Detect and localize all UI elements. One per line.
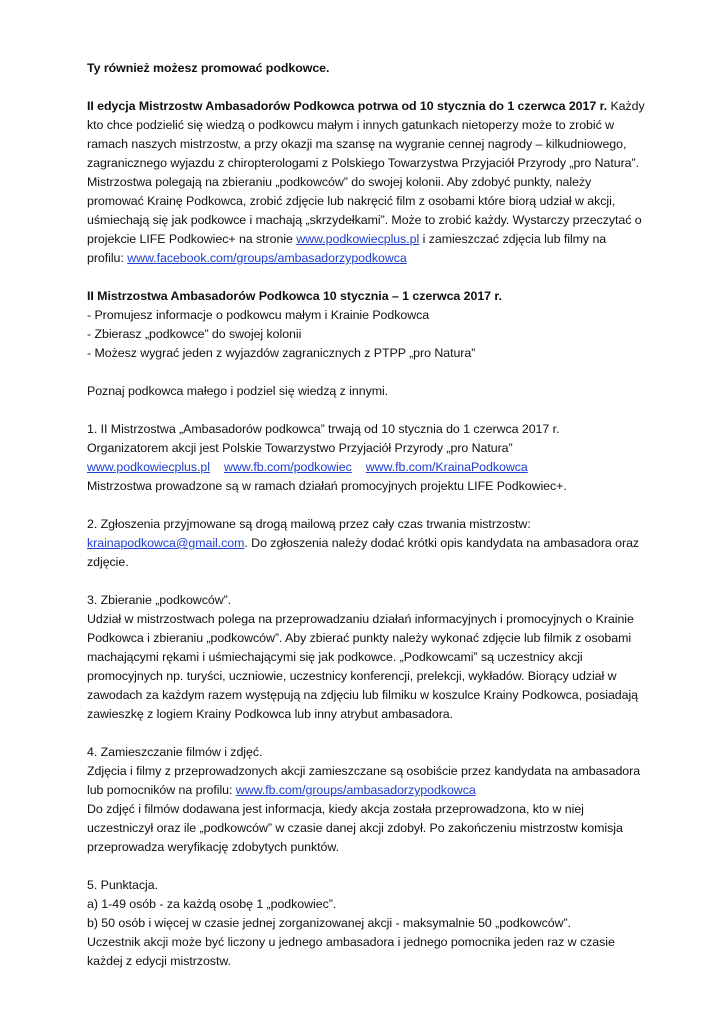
intro-line-9-text: profilu: — [87, 251, 128, 265]
intro-line-4: zagranicznego wyjazdu z chiropterologami z Polskiego Towarzystwa Przyjaciół Przyrody „pro Natura”. — [87, 156, 639, 170]
section-4-line-1: 4. Zamieszczanie filmów i zdjęć. — [87, 745, 263, 759]
intro-line-5: Mistrzostwa polegają na zbieraniu „podkowców” do swojej kolonii. Aby zdobyć punkty, należy — [87, 175, 592, 189]
section-3-line-6: zawodach za każdym razem występują na zdjęciu lub filmiku w koszulce Krainy Podkowca, posiadają — [87, 688, 639, 702]
summary-item: - Możesz wygrać jeden z wyjazdów zagranicznych z PTPP „pro Natura” — [87, 346, 476, 360]
section-1-line-1: 1. II Mistrzostwa „Ambasadorów podkowca” trwają od 10 stycznia do 1 czerwca 2017 r. — [87, 422, 560, 436]
fb-group-link[interactable]: www.fb.com/groups/ambasadorzypodkowca — [235, 783, 476, 797]
section-2-line-3: zdjęcie. — [87, 555, 129, 569]
section-3-line-4: machającymi rękami i uśmiechającymi się jak podkowce. „Podkowcami” są uczestnicy akcji — [87, 650, 583, 664]
summary-heading: II Mistrzostwa Ambasadorów Podkowca 10 stycznia – 1 czerwca 2017 r. — [87, 289, 502, 303]
intro-bold-lead: II edycja Mistrzostw Ambasadorów Podkowca potrwa od 10 stycznia do 1 czerwca 2017 r. — [87, 99, 608, 113]
fb-podkowiec-link[interactable]: www.fb.com/podkowiec — [223, 460, 352, 474]
section-3-line-3: Podkowca i zbieraniu „podkowców”. Aby zbierać punkty należy wykonać zdjęcie lub filmik z osobami — [87, 631, 632, 645]
section-1-links — [87, 458, 528, 477]
section-5-line-2: a) 1-49 osób - za każdą osobę 1 „podkowiec”. — [87, 897, 337, 911]
section-5-line-5: każdej z edycji mistrzostw. — [87, 954, 231, 968]
section-4-line-6: przeprowadza weryfikację zdobytych punktów. — [87, 840, 339, 854]
section-4-line-4: Do zdjęć i filmów dodawana jest informacja, kiedy akcja została przeprowadzona, kto w niej — [87, 802, 584, 816]
section-2-line-2-rest: . Do zgłoszenia należy dodać krótki opis kandydata na ambasadora oraz — [244, 536, 640, 550]
section-3-line-5: promocyjnych np. turyści, uczniowie, uczestnicy konferencji, prelekcji, wykładów. Biorący udział w — [87, 669, 617, 683]
section-4-line-3 — [87, 781, 476, 800]
facebook-group-link[interactable]: www.facebook.com/groups/ambasadorzypodkowca — [127, 251, 407, 265]
intro-line-7: uśmiechają się jak podkowce i machają „skrzydełkami”. Może to zrobić każdy. Wystarczy przeczytać o — [87, 213, 642, 227]
intro-line-6: promować Krainę Podkowca, zrobić zdjęcie lub nakręcić film z osobami które biorą udział w akcji, — [87, 194, 616, 208]
section-1-line-2: Organizatorem akcji jest Polskie Towarzystwo Przyjaciół Przyrody „pro Natura” — [87, 441, 513, 455]
section-5-line-4: Uczestnik akcji może być liczony u jednego ambasadora i jednego pomocnika jeden raz w czasie — [87, 935, 615, 949]
section-4-line-5: uczestniczył oraz ile „podkowców” w czasie danej akcji zdobył. Po zakończeniu mistrzostw komisja — [87, 821, 623, 835]
call-to-action: Poznaj podkowca małego i podziel się wiedzą z innymi. — [87, 384, 389, 398]
intro-line-9 — [87, 249, 407, 268]
podkowiecplus-link[interactable]: www.podkowiecplus.pl — [296, 232, 420, 246]
intro-line-1-rest: Każdy — [607, 99, 645, 113]
intro-line-8-text: projekcie LIFE Podkowiec+ na stronie — [87, 232, 297, 246]
intro-line-8 — [87, 230, 606, 249]
fb-kraina-podkowca-link[interactable]: www.fb.com/KrainaPodkowca — [365, 460, 528, 474]
section-3-line-1: 3. Zbieranie „podkowców”. — [87, 593, 232, 607]
document-title: Ty również możesz promować podkowce. — [87, 61, 330, 75]
section-3-line-7: zawieszkę z logiem Krainy Podkowca lub inny atrybut ambasadora. — [87, 707, 453, 721]
summary-item: - Zbierasz „podkowce” do swojej kolonii — [87, 327, 302, 341]
podkowiecplus-link[interactable]: www.podkowiecplus.pl — [87, 460, 210, 474]
intro-line-1 — [87, 97, 645, 116]
section-5-line-3: b) 50 osób i więcej w czasie jednej zorganizowanej akcji - maksymalnie 50 „podkowców”. — [87, 916, 571, 930]
section-2-line-2 — [87, 534, 639, 553]
intro-line-8-rest: i zamieszczać zdjęcia lub filmy na — [419, 232, 607, 246]
section-2-line-1: 2. Zgłoszenia przyjmowane są drogą mailową przez cały czas trwania mistrzostw: — [87, 517, 531, 531]
section-4-line-2: Zdjęcia i filmy z przeprowadzonych akcji zamieszczane są osobiście przez kandydata na ambasadora — [87, 764, 641, 778]
section-5-line-1: 5. Punktacja. — [87, 878, 158, 892]
intro-line-3: ramach naszych mistrzostw, a przy okazji ma szansę na wygranie cennej nagrody – kilkudniowego, — [87, 137, 627, 151]
intro-line-2: kto chce podzielić się wiedzą o podkowcu małym i innych gatunkach nietoperzy może to zrobić w — [87, 118, 615, 132]
email-link[interactable]: krainapodkowca@gmail.com — [87, 536, 245, 550]
section-3-line-2: Udział w mistrzostwach polega na przeprowadzaniu działań informacyjnych i promocyjnych o Krainie — [87, 612, 634, 626]
section-1-line-4: Mistrzostwa prowadzone są w ramach działań promocyjnych projektu LIFE Podkowiec+. — [87, 479, 567, 493]
section-4-line-3-text: lub pomocników na profilu: — [87, 783, 236, 797]
summary-item: - Promujesz informacje o podkowcu małym i Krainie Podkowca — [87, 308, 430, 322]
